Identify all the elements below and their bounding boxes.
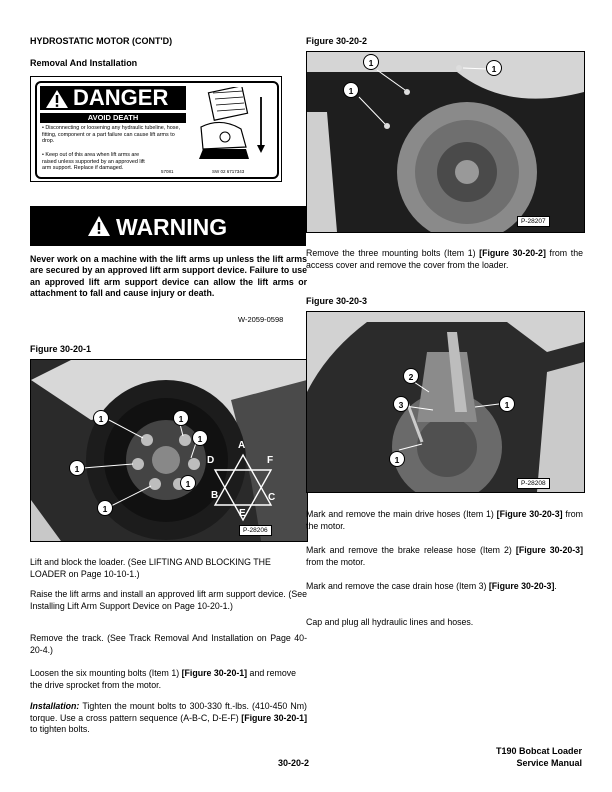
warning-triangle-icon <box>87 215 111 237</box>
step-install-support: Raise the lift arms and install an approved lift arm support device. (See Installing Lift Arm Support Device on Page 10-20-1.) <box>30 589 307 611</box>
figure-1-photo <box>30 359 308 542</box>
step-main-hoses: Mark and remove the main drive hoses (Item 1) [Figure 30-20-3] from the motor. <box>306 509 583 531</box>
figure-3-photo <box>306 311 585 493</box>
warning-title: WARNING <box>116 214 228 240</box>
motor-hoses-image <box>307 312 584 492</box>
figure-1-caption: Figure 30-20-1 <box>30 344 92 354</box>
danger-bullet-2: • Keep out of this area when lift arms are raised unless supported by an approved lift arm support. Replace if damaged. <box>42 152 145 171</box>
drive-sprocket-image <box>31 360 307 541</box>
danger-bullet-1: • Disconnecting or loosening any hydraulic tubeline, hose, fitting, component or a part failure can cause lift arms to drop. <box>42 125 180 144</box>
figure-1-callout: 1 <box>192 430 208 446</box>
section-subtitle: Removal And Installation <box>30 58 138 68</box>
danger-triangle-icon <box>45 89 69 109</box>
sequence-letter-c: C <box>268 492 276 503</box>
lift-arm-hazard-illustration <box>191 87 271 165</box>
step-case-drain-hose: Mark and remove the case drain hose (Item 3) [Figure 30-20-3]. <box>306 581 557 591</box>
section-title: HYDROSTATIC MOTOR (CONT'D) <box>30 36 173 46</box>
figure-1-callout: 1 <box>173 410 189 426</box>
figure-3-caption: Figure 30-20-3 <box>306 296 368 306</box>
figure-2-callout: 1 <box>486 60 502 76</box>
sequence-letter-f: F <box>267 455 274 466</box>
danger-avoid-death: AVOID DEATH <box>40 113 186 123</box>
figure-3-callout-case-drain: 3 <box>393 396 409 412</box>
figure-1-callout: 1 <box>69 460 85 476</box>
figure-2-callout: 1 <box>363 54 379 70</box>
footer-model: T190 Bobcat Loader <box>495 746 582 756</box>
warning-text: Never work on a machine with the lift arms up unless the lift arms are secured by an approved lift arm support device. Failure to use an approved lift arm support device can allow the lift arms or attachment to fall and cause injury or death. <box>30 254 307 299</box>
figure-1-callout: 1 <box>97 500 113 516</box>
danger-code-right: SW 02 6717343 <box>212 169 245 174</box>
figure-2-photo-id: P-28207 <box>517 216 550 227</box>
warning-code: W-2059-0598 <box>238 315 284 324</box>
sequence-letter-a: A <box>238 440 246 451</box>
step-installation-torque: Installation: Tighten the mount bolts to 300-330 ft.-lbs. (410-450 Nm) torque. Use a cross pattern sequence (A-B-C, D-E-F) [Figure 30-20-1] to tighten bolts. <box>30 701 307 735</box>
figure-1-callout: 1 <box>180 475 196 491</box>
danger-title: DANGER <box>73 85 169 110</box>
danger-decal <box>30 76 282 182</box>
figure-1-callout: 1 <box>93 410 109 426</box>
step-remove-cover: Remove the three mounting bolts (Item 1) [Figure 30-20-2] from the access cover and remove the cover from the loader. <box>306 248 583 270</box>
step-lift-block: Lift and block the loader. (See LIFTING AND BLOCKING THE LOADER on Page 10-10-1.) <box>30 557 271 579</box>
figure-3-callout-brake-hose: 2 <box>403 368 419 384</box>
figure-2-photo <box>306 51 585 233</box>
access-cover-image <box>307 52 584 232</box>
footer-manual: Service Manual <box>516 758 582 768</box>
danger-code-left: 57081 <box>161 169 174 174</box>
figure-1-photo-id: P-28206 <box>239 525 272 536</box>
sequence-letter-e: E <box>239 508 246 519</box>
step-remove-track: Remove the track. (See Track Removal And Installation on Page 40-20-4.) <box>30 633 307 655</box>
figure-2-caption: Figure 30-20-2 <box>306 36 368 46</box>
step-loosen-bolts: Loosen the six mounting bolts (Item 1) [Figure 30-20-1] and remove the drive sprocket from the motor. <box>30 668 297 690</box>
figure-2-callout: 1 <box>343 82 359 98</box>
sequence-letter-b: B <box>211 490 219 501</box>
page-number: 30-20-2 <box>278 758 310 768</box>
step-cap-plug: Cap and plug all hydraulic lines and hoses. <box>306 617 474 627</box>
figure-3-callout-main-hose: 1 <box>499 396 515 412</box>
figure-3-callout-main-hose: 1 <box>389 451 405 467</box>
figure-3-photo-id: P-28208 <box>517 478 550 489</box>
sequence-letter-d: D <box>207 455 215 466</box>
step-brake-hose: Mark and remove the brake release hose (Item 2) [Figure 30-20-3] from the motor. <box>306 545 584 567</box>
